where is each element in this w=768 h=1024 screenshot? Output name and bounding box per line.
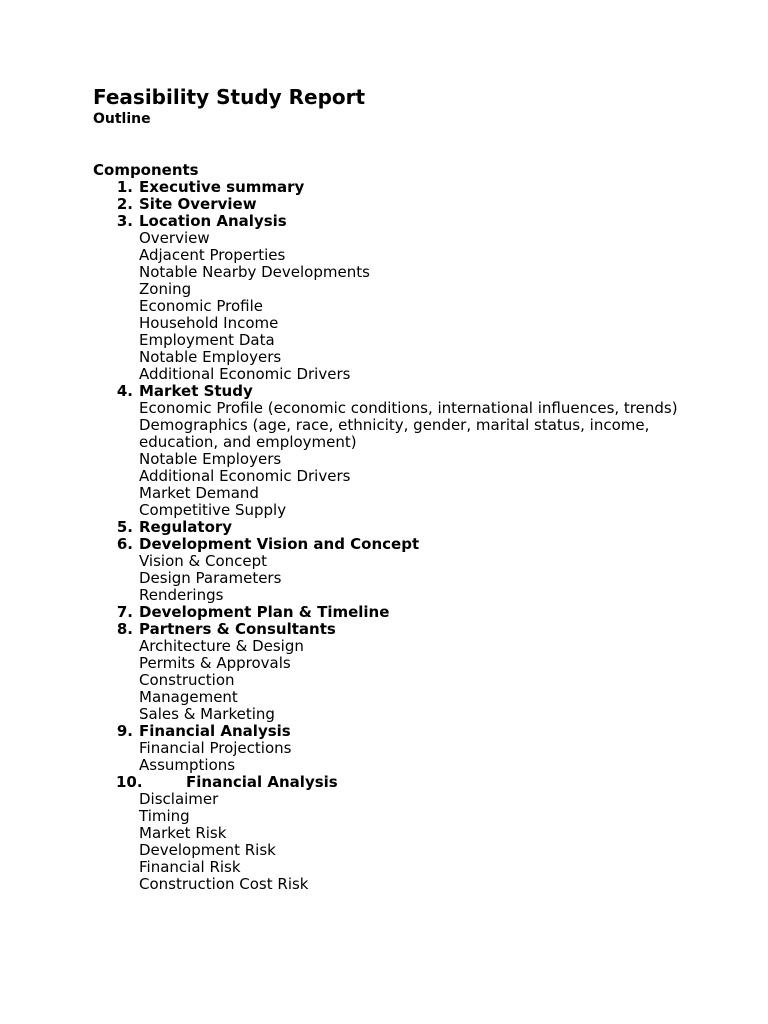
- subsection-item: Additional Economic Drivers: [139, 467, 351, 485]
- subsection-item: Sales & Marketing: [139, 705, 275, 723]
- subsection-item: Financial Projections: [139, 739, 292, 757]
- subsection-item: Development Risk: [139, 841, 276, 859]
- document-page: [93, 84, 713, 893]
- subsection-item: Market Demand: [139, 484, 259, 502]
- outline-section: [93, 179, 713, 196]
- subsection-item: Vision & Concept: [139, 552, 268, 570]
- section-number: 9.: [116, 722, 133, 740]
- subsection-item: Competitive Supply: [139, 501, 287, 519]
- outline-section: [93, 536, 713, 604]
- section-title: Regulatory: [139, 518, 233, 536]
- subsection-item: Timing: [139, 807, 190, 825]
- section-title: Site Overview: [139, 195, 257, 213]
- section-title: Location Analysis: [139, 212, 287, 230]
- section-number: 7.: [116, 603, 133, 621]
- section-number: 5.: [116, 518, 133, 536]
- outline-section: [93, 774, 713, 893]
- section-number: 4.: [116, 382, 133, 400]
- subsection-item: Permits & Approvals: [139, 654, 291, 672]
- section-title: Market Study: [139, 382, 253, 400]
- section-number: 6.: [116, 535, 133, 553]
- subsection-item: Demographics (age, race, ethnicity, gender, marital status, income, education, and employment): [139, 416, 650, 451]
- document-title: Feasibility Study Report: [93, 85, 366, 109]
- section-number: 3.: [116, 212, 133, 230]
- subsection-item: Management: [139, 688, 238, 706]
- outline-section: [93, 519, 713, 536]
- outline-section: [93, 196, 713, 213]
- outline-list: [93, 179, 713, 893]
- subsection-item: Notable Employers: [139, 450, 282, 468]
- section-title: Financial Analysis: [139, 722, 291, 740]
- subsection-item: Household Income: [139, 314, 279, 332]
- components-heading: Components: [93, 161, 199, 179]
- subsection-item: Economic Profile: [139, 297, 264, 315]
- outline-section: [93, 383, 713, 519]
- outline-section: [93, 621, 713, 723]
- section-title: Executive summary: [139, 178, 305, 196]
- subsection-item: Construction Cost Risk: [139, 875, 309, 893]
- subsection-item: Design Parameters: [139, 569, 282, 587]
- outline-section: [93, 723, 713, 774]
- section-number: 1.: [116, 178, 133, 196]
- subsection-item: Renderings: [139, 586, 224, 604]
- section-number: 8.: [116, 620, 133, 638]
- section-number: 2.: [116, 195, 133, 213]
- outline-section: [93, 604, 713, 621]
- subsection-list: [139, 230, 713, 383]
- subsection-item: Notable Employers: [139, 348, 282, 366]
- subsection-list: [139, 638, 713, 723]
- subsection-item: Market Risk: [139, 824, 227, 842]
- subsection-item: Disclaimer: [139, 790, 219, 808]
- subsection-item: Adjacent Properties: [139, 246, 286, 264]
- subsection-item: Construction: [139, 671, 235, 689]
- subsection-list: [139, 740, 713, 774]
- subsection-item: Financial Risk: [139, 858, 241, 876]
- subsection-item: Economic Profile (economic conditions, international influences, trends): [139, 399, 678, 417]
- outline-section: [93, 213, 713, 383]
- section-title: Financial Analysis: [186, 773, 338, 791]
- subsection-list: [139, 553, 713, 604]
- document-subtitle: Outline: [93, 111, 151, 127]
- section-number: 10.: [116, 773, 143, 791]
- subsection-item: Additional Economic Drivers: [139, 365, 351, 383]
- subsection-list: [139, 400, 713, 519]
- section-title: Partners & Consultants: [139, 620, 336, 638]
- subsection-item: Assumptions: [139, 756, 236, 774]
- section-title: Development Plan & Timeline: [139, 603, 390, 621]
- subsection-item: Zoning: [139, 280, 192, 298]
- subsection-item: Employment Data: [139, 331, 275, 349]
- subsection-list: [139, 791, 713, 893]
- subsection-item: Overview: [139, 229, 210, 247]
- subsection-item: Notable Nearby Developments: [139, 263, 370, 281]
- section-title: Development Vision and Concept: [139, 535, 420, 553]
- subsection-item: Architecture & Design: [139, 637, 304, 655]
